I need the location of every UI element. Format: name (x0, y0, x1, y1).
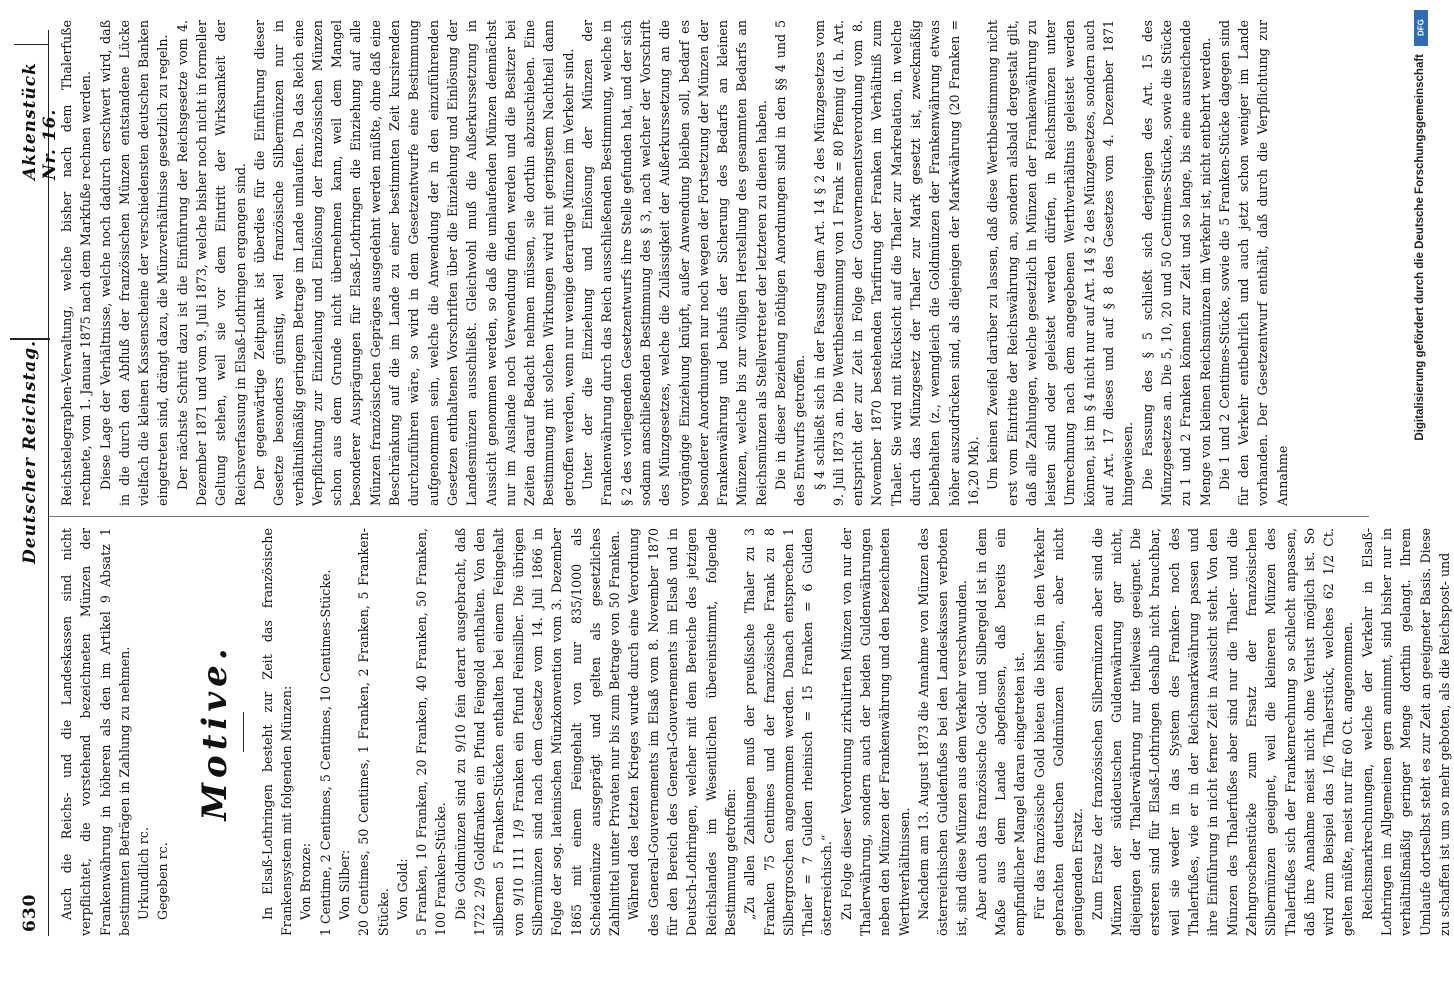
paragraph: Zu Folge dieser Verordnung zirkulirten Münzen von nur der Thalerwährung, sondern auch der beiden Guldenwährungen neben den Münzen der Frankenwährung und den bezeichneten Werthverhältnissen. (838, 528, 912, 936)
paragraph: Die 1 und 2 Centimes-Stücke, sowie die 5 Franken-Stücke dagegen sind für den Verkehr entbehrlich und auch jetzt schon weniger im Lande vorhanden. Der Gesetzentwurf enthält, daß durch die Verpflichtung zur Annahme (1216, 20, 1290, 506)
column-divider (49, 516, 1369, 517)
paragraph: Aber auch das französische Gold- und Silbergeld ist in dem Maße aus dem Lande abgeflossen, daß bereits ein empfindlicher Mangel daran eingetreten ist. (973, 528, 1028, 936)
paragraph: Um keinen Zweifel darüber zu lassen, daß diese Werthbestimmung nicht erst vom Eintritte der Reichswährung an, sondern alsbald dergestalt gilt, daß alle Zahlungen, welche gesetzlich in Münzen der Frankenwährung zu leisten sind oder geleistet werden dürfen, in Reichsmünzen unter Umrechnung nach dem angegebenen Werthverhältnis geleistet werden können, ist im § 4 nicht nur auf Art. 14 § 2 des Münzgesetzes, sondern auch auf Art. 17 dieses und auf § 8 des Gesetzes vom 4. Dezember 1871 hingewiesen. (985, 20, 1136, 506)
running-title-right: Aktenstück Nr. 16. (20, 62, 60, 180)
paragraph: 20 Centimes, 50 Centimes, 1 Franken, 2 Franken, 5 Franken-Stücke. (356, 528, 391, 936)
page-header (14, 30, 60, 936)
paragraph: Gegeben rc. (155, 842, 171, 920)
paragraph: Zum Ersatz der französischen Silbermünzen aber sind die Münzen der süddeutschen Guldenwährung gar nicht, diejenigen der Thalerwährung nur theilweise geeignet. Die ersteren sind für Elsaß-Lothringen deshalb nicht brauchbar, weil sie weder in das System des Franken- noch des Thalerfußes, wie er in der Reichsmarkwährung passen und ihre Einführung in nicht ferner Zeit in Aussicht steht. Von den Münzen des Thalerfußes aber sind nur die Thaler- und die Zehngroschenstücke zum Ersatz der französischen Silbermünzen geeignet, weil die kleineren Münzen des Thalerfußes sich der Frankenrechnung so schlecht anpassen, daß ihre Annahme meist nicht ohne Verlust möglich ist. So wird zum Beispiel das 1/6 Thalerstück, welches 62 1/2 Ct. gelten müßte, meist nur für 60 Ct. angenommen. (1089, 528, 1356, 936)
dfg-logo: DFG (1414, 10, 1428, 46)
column-right (57, 20, 1292, 506)
paragraph: Während des letzten Krieges wurde durch eine Verordnung des General-Gouvernements im Elsaß vom 8. November 1870 für den Bereich des General-Gouvernements im Elsaß und in Deutsch-Lothringen, welcher mit dem Bereiche des jetzigen Reichslandes im Wesentlichen übereinstimmt, folgende Bestimmung getroffen: (626, 528, 738, 936)
paragraph: Unter der die Einziehung und Einlösung der Münzen der Frankenwährung durch das Reich ausschließenden Bestimmung, welche in § 2 des vorliegenden Gesetzentwurfs ihre Stelle gefunden hat, und der sich sodann anschließenden Bestimmung des § 3, nach welcher der Vorschrift des Münzgesetzes, welche die Zulässigkeit der Außerkurssetzung an die vorgängige Einziehung knüpft, außer Anwendung bleiben soll, bedarf es besonderer Anordnungen nur noch wegen der Fortsetzung der Münzen der Frankenwährung und behufs der Sicherung des Bedarfs an kleinen Münzen, welche bis zur völligen Herstellung des gesammten Bedarfs an Reichsmünzen als Stellvertreter der letzteren zu dienen haben. (580, 20, 769, 506)
paragraph: Die Goldmünzen sind zu 9/10 fein derart ausgebracht, daß 1722 2/9 Goldfranken ein Pfund Feingold enthalten. Von den silbernen 5 Franken-Stücken enthalten bei einem Feingehalt von 9/10 111 1/9 Franken ein Pfund Feinsilber. Die übrigen Silbermünzen sind nach dem Gesetze vom 14. Juli 1866 in Folge der sog. lateinischen Münzkonvention vom 3. Dezember 1865 mit einem Feingehalt von nur 835/1000 als Scheidemünze ausgeprägt und gelten als gesetzliches Zahlmittel unter Privaten nur bis zum Betrage von 50 Franken. (452, 528, 623, 936)
credit-text: Digitalisierung gefördert durch die Deutsche Forschungsgemeinschaft (1414, 54, 1426, 441)
digitization-credit (1410, 10, 1432, 650)
paragraph: Von Silber: (336, 849, 352, 920)
column-left (57, 528, 1454, 936)
paragraph: Für das französische Gold bieten die bisher in den Verkehr gebrachten deutschen Goldmünzen einigen, aber nicht genügenden Ersatz. (1031, 528, 1086, 936)
paragraph: Der gegenwärtige Zeitpunkt ist überdies für die Einführung dieser Gesetze besonders günstig, weil französische Silbermünzen nur in verhältnißmäßig geringem Betrage im Lande umlaufen. Da das Reich eine Verpflichtung zur Einziehung und Einlösung der französischen Münzen schon aus dem Grunde nicht übernehmen kann, weil dem Mangel besonderer Ausprägungen für Elsaß-Lothringen die Einziehung auf alle Münzen französischen Gepräges ausgedehnt werden müßte, ohne daß eine Beschränkung auf die im Lande zu einer bestimmten Zeit kursirenden durchzuführen wäre, so wird in dem Gesetzentwurfe eine Bestimmung aufgenommen sein, welche die Anwendung der in den einzuführenden Gesetzen enthaltenen Vorschriften über die Einziehung und Einlösung der Landesmünzen ausschließt. Gleichwohl muß die Außerkurssetzung in Aussicht genommen werden, so daß die umlaufenden Münzen demnächst nur im Auslande noch Verwendung finden werden und die Besitzer bei Zeiten darauf Bedacht nehmen müssen, sie dorthin abzuschieben. Eine Bestimmung mit solchen Wirkungen wird mit geringstem Nachtheil dann getroffen werden, wenn nur wenige derartige Münzen im Verkehr sind. (251, 20, 576, 506)
paragraph: Urkundlich rc. (136, 827, 152, 920)
paragraph: In Elsaß-Lothringen besteht zur Zeit das französische Frankensystem mit folgenden Münzen: (259, 528, 295, 936)
running-title-left: Deutscher Reichstag. (20, 339, 40, 564)
paragraph: Die in dieser Beziehung nöthigen Anordnungen sind in den §§ 4 und 5 des Entwurfs getroffen. (772, 20, 808, 506)
paragraph: 1 Centime, 2 Centimes, 5 Centimes, 10 Centimes-Stücke. (317, 569, 333, 936)
paragraph: Diese Lage der Verhältnisse, welche noch dadurch erschwert wird, daß in die durch den Abfluß der französischen Münzen entstandene Lücke vielfach die kleinen Kassenscheine der verschiedensten deutschen Banken eingetreten sind, drängt dazu, die Münzverhältnisse gesetzlich zu regeln. (97, 20, 171, 506)
paragraph: „Zu allen Zahlungen muß der preußische Thaler zu 3 Franken 75 Centimes und der französische Frank zu 8 Silbergroschen angenommen werden. Danach entsprechen 1 Thaler = 7 Gulden rheinisch = 15 Franken = 6 Gulden österreichisch.“ (742, 528, 835, 936)
paragraph: Auch die Reichs- und die Landeskassen sind nicht verpflichtet, die vorstehend bezeichneten Münzen der Frankenwährung in höheren als den im Artikel 9 Absatz 1 bestimmten Beträgen in Zahlung zu nehmen. (59, 528, 132, 936)
paragraph: Die Fassung des § 5 schließt sich derjenigen des Art. 15 des Münzgesetzes an. Die 5, 10, 20 und 50 Centimes-Stücke, sowie die Stücke zu 1 und 2 Franken können zur Zeit und so lange, bis eine ausreichende Menge von kleinen Reichsmünzen im Verkehr ist, nicht entbehrt werden. (1139, 20, 1213, 506)
paragraph: Reichstelegraphen-Verwaltung, welche bisher nach dem Thalerfuße rechnete, vom 1. Januar 1875 nach dem Markfuße rechnen werden. (59, 20, 94, 506)
page-number: 630 (20, 893, 40, 932)
paragraph: Von Gold: (394, 858, 410, 920)
header-rule (14, 30, 48, 45)
section-heading: Motive. (194, 643, 235, 821)
paragraph: 5 Franken, 10 Franken, 20 Franken, 40 Franken, 50 Franken, 100 Franken-Stücke. (414, 528, 449, 936)
heading-rule (243, 712, 244, 752)
paragraph: Der nächste Schritt dazu ist die Einführung der Reichsgesetze vom 4. Dezember 1871 und vom 9. Juli 1873, welche bisher noch nicht in formeller Geltung stehen, weil sie vor dem Eintritt der Wirksamkeit der Reichsverfassung in Elsaß-Lothringen ergangen sind. (174, 20, 248, 506)
paragraph: Reichsmarkrechnungen, welche der Verkehr in Elsaß-Lothringen im Allgemeinen gern annimmt, sind bisher nur in verhältnißmäßig geringer Menge dorthin gelangt. Ihrem Umlaufe dortselbst steht es zur Zeit an geeigneter Basis. Diese zu schaffen ist um so mehr geboten, als die Reichspost- und (1359, 528, 1452, 936)
paragraph: Nachdem am 13. August 1873 die Annahme von Münzen des österreichischen Guldenfußes bei den Landeskassen verboten ist, sind diese Münzen aus dem Verkehr verschwunden. (915, 528, 970, 936)
paragraph: § 4 schließt sich in der Fassung dem Art. 14 § 2 des Münzgesetzes vom 9. Juli 1873 an. Die Werthbestimmung von 1 Frank = 80 Pfennig (d. h. Art. entspricht der zur Zeit in Folge der Gouvernementsverordnung vom 8. November 1870 bestehenden Tarifirung der Franken im Verhältniß zum Thaler. Sie wird mit Rücksicht auf die Thaler zur Markrelation, in welche durch das Münzgesetz der Thaler zur Mark gesetzt ist, zweckmäßig beibehalten (z., wenngleich die Goldmünzen der Frankenwährung etwas höher auszudrücken sind, als diejenigen der Markwährung (20 Franken = 16,20 Mk). (811, 20, 981, 506)
paragraph: Von Bronze: (298, 843, 314, 920)
header-separator (10, 339, 50, 341)
